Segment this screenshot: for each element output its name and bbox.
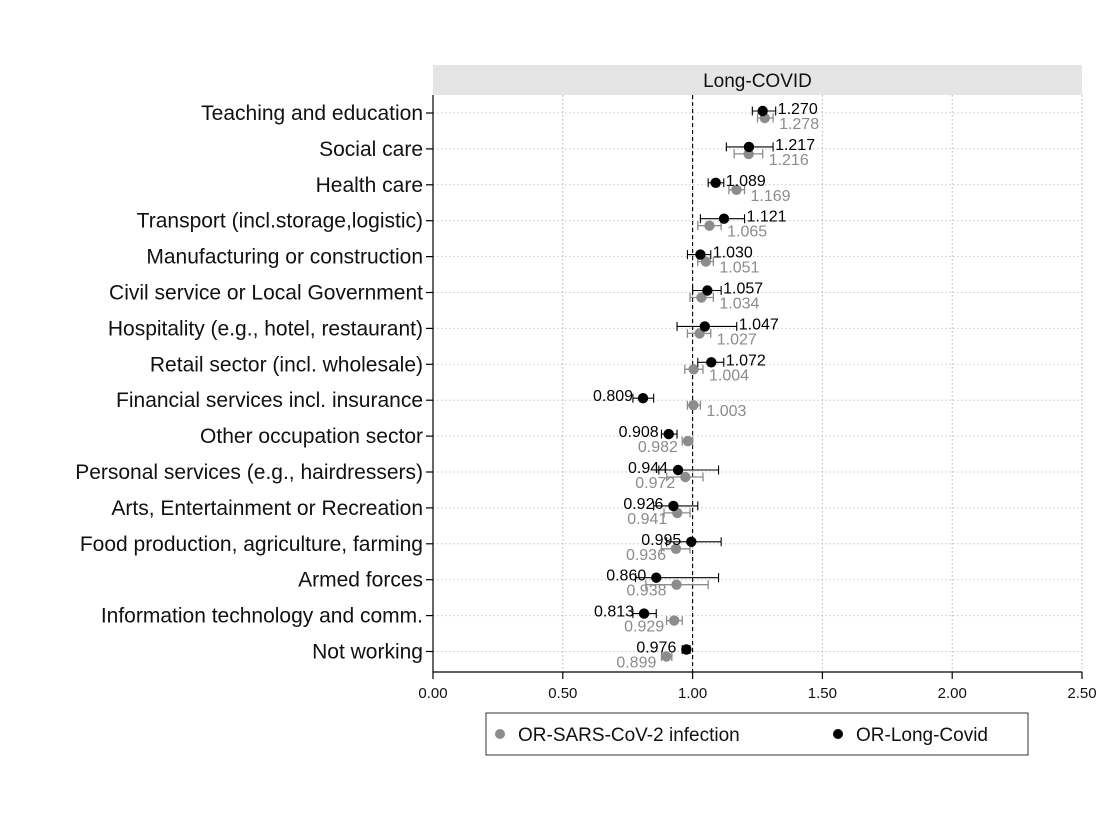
data-label: 1.004	[708, 367, 750, 385]
point-long-covid	[673, 465, 683, 475]
point-long-covid	[711, 178, 721, 188]
data-label: 0.929	[624, 618, 665, 636]
data-label: 0.938	[626, 582, 667, 600]
data-label: 1.003	[706, 403, 747, 421]
point-long-covid	[744, 142, 754, 152]
data-label: 1.072	[725, 352, 766, 370]
data-label: 0.972	[635, 475, 676, 492]
point-long-covid	[706, 357, 716, 367]
data-label: 1.169	[750, 187, 791, 205]
category-label: Social care	[319, 137, 423, 161]
legend-marker-long-covid	[833, 729, 843, 739]
data-label: 0.995	[641, 531, 682, 549]
data-label: 0.813	[594, 603, 635, 621]
data-label: 0.809	[592, 388, 634, 406]
data-label: 1.047	[738, 316, 779, 334]
category-label: Personal services (e.g., hairdressers)	[75, 461, 423, 484]
point-long-covid	[757, 106, 767, 116]
point-long-covid	[651, 573, 661, 583]
point-infection	[669, 615, 679, 625]
category-label: Other occupation sector	[200, 425, 423, 449]
legend-label-long-covid: OR-Long-Covid	[856, 725, 988, 746]
legend-label-infection: OR-SARS-CoV-2 infection	[518, 725, 740, 746]
point-infection	[683, 436, 693, 446]
category-label: Financial services incl. insurance	[116, 389, 423, 413]
point-long-covid	[686, 537, 696, 547]
point-long-covid	[638, 393, 648, 403]
point-long-covid	[719, 214, 729, 224]
data-label: 0.908	[618, 424, 659, 442]
point-long-covid	[668, 501, 678, 511]
category-label: Transport (incl.storage,logistic)	[136, 209, 423, 233]
x-tick-label: 2.00	[937, 685, 967, 702]
point-long-covid	[702, 285, 712, 295]
category-label: Food production, agriculture, farming	[79, 532, 423, 556]
data-label: 0.944	[628, 460, 669, 477]
category-label: Teaching and education	[201, 102, 423, 125]
category-label: Retail sector (incl. wholesale)	[149, 353, 423, 377]
category-label: Manufacturing or construction	[146, 245, 423, 269]
data-label: 0.976	[636, 639, 677, 657]
data-label: 1.051	[719, 259, 760, 277]
data-label: 1.089	[725, 172, 766, 190]
data-label: 0.899	[616, 654, 657, 672]
point-long-covid	[695, 249, 705, 259]
data-label: 0.926	[623, 495, 664, 513]
category-label: Not working	[312, 640, 423, 664]
x-tick-label: 1.50	[807, 685, 838, 702]
data-label: 1.216	[768, 151, 809, 169]
category-label: Health care	[315, 173, 423, 197]
category-label: Arts, Entertainment or Recreation	[111, 496, 423, 520]
panel-title: Long-COVID	[703, 71, 812, 92]
category-label: Hospitality (e.g., hotel, restaurant)	[107, 317, 423, 341]
x-tick-label: 2.50	[1067, 685, 1097, 702]
data-label: 1.065	[727, 223, 768, 241]
point-infection	[688, 400, 698, 410]
data-label: 1.034	[719, 295, 760, 313]
point-long-covid	[700, 321, 710, 331]
point-long-covid	[639, 608, 649, 618]
x-tick-label: 1.00	[677, 685, 708, 702]
point-infection	[704, 221, 714, 231]
x-tick-label: 0.00	[418, 685, 448, 702]
category-label: Armed forces	[298, 568, 423, 592]
data-label: 0.860	[606, 567, 647, 585]
category-label: Civil service or Local Government	[109, 281, 423, 305]
data-label: 1.030	[712, 244, 753, 262]
x-tick-label: 0.50	[548, 685, 578, 702]
data-label: 0.941	[627, 510, 668, 528]
point-long-covid	[664, 429, 674, 439]
data-label: 1.217	[775, 136, 816, 154]
data-label: 0.982	[637, 439, 678, 457]
data-label: 1.121	[746, 208, 787, 226]
legend-marker-infection	[495, 729, 505, 739]
category-label: Information technology and comm.	[100, 604, 423, 628]
point-infection	[671, 580, 681, 590]
data-label: 1.027	[716, 331, 757, 349]
data-label: 1.057	[723, 280, 764, 298]
data-label: 1.278	[779, 116, 820, 133]
legend	[486, 713, 1028, 755]
point-long-covid	[681, 644, 691, 654]
data-label: 1.270	[777, 101, 818, 118]
data-label: 0.936	[625, 546, 666, 564]
